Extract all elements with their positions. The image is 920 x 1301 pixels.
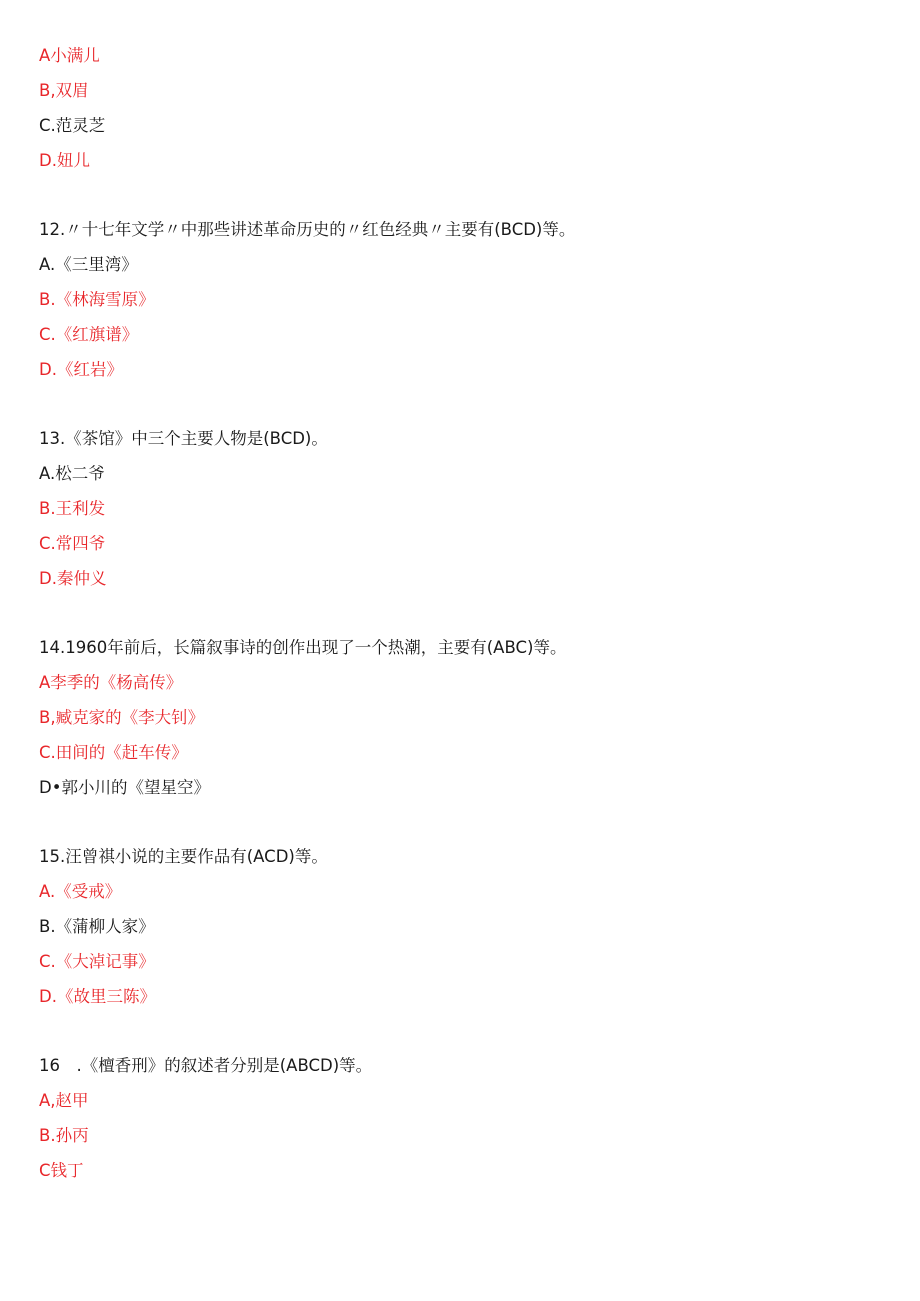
- option-b: B.孙丙: [39, 1126, 89, 1145]
- option-d: D.妞儿: [39, 151, 90, 170]
- question-block-11: [39, 42, 899, 182]
- option-c: C.《大淖记事》: [39, 952, 155, 971]
- question-block-16: [39, 1052, 899, 1192]
- option-b: B.王利发: [39, 499, 106, 518]
- option-d: D.《故里三陈》: [39, 987, 156, 1006]
- option-c: C钱丁: [39, 1161, 84, 1180]
- question-text: 15.汪曾祺小说的主要作品有(ACD)等。: [39, 847, 328, 866]
- option-b: B,双眉: [39, 81, 89, 100]
- option-a: A,赵甲: [39, 1091, 89, 1110]
- option-a: A小满儿: [39, 46, 100, 65]
- option-c: C.《红旗谱》: [39, 325, 139, 344]
- question-block-12: [39, 216, 899, 391]
- option-d: D•郭小川的《望星空》: [39, 778, 210, 797]
- option-d: D.《红岩》: [39, 360, 123, 379]
- option-c: C.范灵芝: [39, 116, 106, 135]
- question-block-13: [39, 425, 899, 600]
- question-block-15: [39, 843, 899, 1018]
- question-text: 13.《茶馆》中三个主要人物是(BCD)。: [39, 429, 328, 448]
- option-a: A.《三里湾》: [39, 255, 138, 274]
- question-text: 14.1960年前后，长篇叙事诗的创作出现了一个热潮，主要有(ABC)等。: [39, 638, 567, 657]
- document-page: [39, 42, 899, 1192]
- option-c: C.田间的《赶车传》: [39, 743, 188, 762]
- option-a: A李季的《杨高传》: [39, 673, 183, 692]
- option-a: A.松二爷: [39, 464, 105, 483]
- question-text: 12.〃十七年文学〃中那些讲述革命历史的〃红色经典〃主要有(BCD)等。: [39, 220, 576, 239]
- question-block-14: [39, 634, 899, 809]
- option-b: B.《林海雪原》: [39, 290, 155, 309]
- option-c: C.常四爷: [39, 534, 106, 553]
- option-b: B.《蒲柳人家》: [39, 917, 155, 936]
- option-a: A.《受戒》: [39, 882, 122, 901]
- question-text: 16 .《檀香刑》的叙述者分别是(ABCD)等。: [39, 1056, 373, 1075]
- option-d: D.秦仲义: [39, 569, 107, 588]
- option-b: B,臧克家的《李大钊》: [39, 708, 205, 727]
